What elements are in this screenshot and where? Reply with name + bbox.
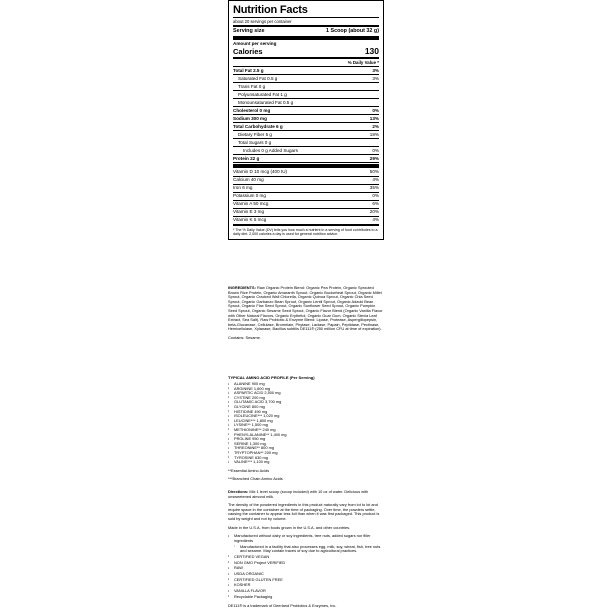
vitamin-daily-value: 4% — [372, 177, 379, 182]
nutrition-facts-panel — [228, 0, 384, 240]
claim-item: ▪ VANILLA FLAVOR — [228, 589, 384, 594]
vitamin-daily-value: 20% — [369, 209, 379, 214]
vitamin-daily-value: 4% — [372, 217, 379, 222]
servings-per-container: about 20 servings per container — [233, 18, 292, 24]
trademark-note: DE111® is a trademark of Deerland Probiotics & Enzymes, Inc. — [228, 602, 337, 608]
nutrient-name: Saturated Fat 0.5 g — [238, 75, 278, 81]
nutrient-daily-value: 18% — [369, 131, 379, 137]
nutrient-daily-value: 29% — [369, 155, 379, 161]
origin-statement: Made in the U.S.A. from foods grown in the U.S.A. and other countries. — [228, 524, 351, 530]
amino-acid-item: ▪ PROLINE 950 mg — [228, 437, 384, 442]
ingredients-text: Raw Organic Protein Blend: Organic Pea Protein, Organic Sprouted Brown Rice Protein, Organic Amaranth Sprout, Organic Buckwheat Sprout, Organic Millet Sprout, Organic Cracked Wall Chlorella, Organic Quinoa Sprout, Organic Chia Seed Sprout, Organic Garbanzo Bean Sprout, Organic Lentil Sprout, Organic Adzuki Bean Sprout, Organic Flax Seed Sprout, Organic Sunflower Seed Sprout, Organic Pumpkin Seed Sprout, Organic Sesame Seed Sprout, Organic Flavor Blend (Organic Vanilla Flavor with Other Natural Flavors, Organic Erythritol, Organic Guar Gum, Organic Stevia Leaf Extract, Sea Salt), Raw Probiotic & Enzyme Blend: Lipase, Protease, Aspergillopepsin, beta-Glucanase, Cellulase, Bromelain, Phytase, Lactase, Papain, Peptidase, Pectinase, Hemicellulase, Xylanase, Bacillus subtilis DE111® (250 million CFU at time of expiration). — [228, 285, 383, 332]
claim-item: ▪ Recyclable Packaging — [228, 595, 384, 600]
nutrient-daily-value: 2% — [372, 123, 379, 129]
contains-statement: Contains: Sesame. — [228, 334, 261, 340]
vitamin-name: Calcium 40 mg — [233, 177, 264, 182]
vitamin-row — [233, 177, 379, 183]
daily-value-header: % Daily Value * — [347, 59, 379, 65]
vitamin-name: Vitamin K 5 mcg — [233, 217, 267, 222]
claim-item: ▪ RAW — [228, 566, 384, 571]
nutrient-name: Cholesterol 0 mg — [233, 107, 271, 113]
amino-acid-item: ▪ ALANINE 900 mg — [228, 382, 384, 387]
vitamin-name: Iron 6 mg — [233, 185, 253, 190]
serving-size-label: Serving size — [233, 27, 265, 34]
amino-acid-item: ▪ ARGININE 1,600 mg — [228, 387, 384, 392]
claim-item: ▪ NON GMO Project VERIFIED — [228, 561, 384, 566]
directions-text: Mix 1 level scoop (scoop included) with 10 oz of water. Delicious with unsweetened almond milk. — [228, 489, 369, 499]
nutrient-row — [233, 92, 379, 98]
amino-acid-item: ▪ GLUTAMIC ACID 3,700 mg — [228, 400, 384, 405]
nutrient-rows — [233, 68, 379, 164]
footnote-text: * The % Daily Value (DV) tells you how much a nutrient in a serving of food contributes to a daily diet. 2,000 calories a day is used for general nutrition advice. — [233, 228, 378, 237]
ingredients-paragraph — [228, 286, 384, 332]
amino-acid-item: ▪ GLYCINE 800 mg — [228, 405, 384, 410]
amino-acid-item: ▪ PHENYLALANINE** 1,400 mg — [228, 433, 384, 438]
vitamin-name: Vitamin E 3 mg — [233, 209, 265, 214]
nutrient-name: Polyunsaturated Fat 1 g — [238, 91, 287, 97]
essential-amino-note: **Essential Amino Acids — [228, 467, 270, 473]
amino-acid-item: ▪ THREONINE** 800 mg — [228, 446, 384, 451]
divider — [233, 57, 379, 59]
amino-acid-item: ▪ METHIONINE** 240 mg — [228, 428, 384, 433]
claim-item: ▪ CERTIFIED GLUTEN FREE — [228, 578, 384, 583]
daily-value-footnote — [233, 228, 379, 237]
amino-per-serving: (Per Serving) — [289, 375, 315, 380]
vitamin-row — [233, 217, 379, 223]
serving-size-row — [233, 28, 379, 35]
vitamin-daily-value: 6% — [372, 201, 379, 206]
amino-acid-section — [228, 375, 384, 486]
amino-acid-item: ▪ HISTIDINE 490 mg — [228, 410, 384, 415]
divider — [233, 36, 379, 40]
calories-row — [233, 47, 379, 56]
ingredients-heading: INGREDIENTS: — [228, 285, 256, 290]
divider — [233, 224, 379, 226]
nutrient-name: Dietary Fiber 5 g — [238, 131, 272, 137]
nutrient-daily-value: 3% — [372, 67, 379, 73]
nutrient-row — [233, 76, 379, 82]
divider — [233, 164, 379, 168]
nutrient-daily-value: 13% — [369, 115, 379, 121]
claims-list — [228, 534, 384, 599]
vitamin-row — [233, 193, 379, 199]
vitamin-daily-value: 35% — [369, 185, 379, 190]
nutrient-row — [233, 124, 379, 130]
nutrient-name: Total Sugars 0 g — [238, 139, 272, 145]
page-title: Nutrition Facts — [233, 4, 308, 16]
density-note: The density of the powdered ingredients in this product naturally vary from lot to lot and require space in the container at the time of packaging. Over time, the powders settle, causing the container to appear less full than when it was first packaged. This product is sold by weight and not by volume. — [228, 502, 380, 521]
calories-label: Calories — [233, 46, 263, 56]
vitamin-row — [233, 169, 379, 175]
nutrient-row — [233, 84, 379, 90]
amino-acid-item: ▪ VALINE*** 1,100 mg — [228, 460, 384, 465]
vitamin-name: Vitamin D 10 mcg (400 IU) — [233, 169, 288, 174]
claim-subitems — [234, 545, 384, 554]
claim-item: ▪ USDA ORGANIC — [228, 572, 384, 577]
directions-section — [228, 490, 384, 612]
calories-value: 130 — [364, 45, 379, 56]
claim-item: ▪ KOSHER — [228, 583, 384, 588]
vitamin-rows — [233, 169, 379, 223]
vitamin-daily-value: 50% — [369, 169, 379, 174]
nutrient-name: Trans Fat 0 g — [238, 83, 266, 89]
vitamin-name: Potassium 0 mg — [233, 193, 266, 198]
nutrient-daily-value: 0% — [372, 147, 379, 153]
amino-acid-item: ▪ ISOLEUCINE*** 1,020 mg — [228, 414, 384, 419]
amino-acid-heading — [228, 375, 384, 380]
nutrient-name: Includes 0 g Added Sugars — [243, 147, 298, 153]
amino-acid-item: ▪ ASPARTIC ACID 2,500 mg — [228, 391, 384, 396]
serving-size-value: 1 Scoop (about 32 g) — [325, 27, 379, 34]
claim-item: ▪ Manufactured without dairy or soy ingredients, tree nuts, added sugars nor filler ingredients ▫ Manufactured in a facility that also processes egg, milk, soy, wheat, fish, tree nuts and sesame. May contain traces of soy due to agricultural practices. — [228, 534, 384, 554]
nutrient-row — [233, 156, 379, 162]
amino-acid-item: ▪ SERINE 1,300 mg — [228, 442, 384, 447]
nutrition-facts-box — [228, 0, 384, 240]
divider — [233, 25, 379, 27]
directions-heading: Directions: — [228, 489, 249, 494]
amino-heading-text: TYPICAL AMINO ACID PROFILE — [228, 375, 289, 380]
nutrient-name: Monounsaturated Fat 0.5 g — [238, 99, 294, 105]
amino-acid-item: ▪ LEUCINE*** 1,800 mg — [228, 419, 384, 424]
nutrient-row — [233, 116, 379, 122]
nutrient-row — [233, 100, 379, 106]
nutrient-name: Total Carbohydrate 6 g — [233, 123, 283, 129]
amount-per-serving-label: Amount per serving — [233, 40, 277, 46]
nutrient-name: Total Fat 2.5 g — [233, 67, 264, 73]
amino-acid-item: ▪ CYSTINE 200 mg — [228, 396, 384, 401]
nutrient-row — [233, 108, 379, 114]
amino-acid-item: ▪ TYROSINE 630 mg — [228, 456, 384, 461]
nutrient-daily-value: 3% — [372, 75, 379, 81]
vitamin-row — [233, 209, 379, 215]
nutrient-row — [233, 132, 379, 138]
nutrient-name: Sodium 300 mg — [233, 115, 267, 121]
directions-paragraph — [228, 490, 384, 499]
amino-acid-item: ▪ TRYPTOPHAN** 200 mg — [228, 451, 384, 456]
nutrient-daily-value: 0% — [372, 107, 379, 113]
vitamin-name: Vitamin A 50 mcg — [233, 201, 269, 206]
nutrient-row — [233, 140, 379, 146]
amino-acid-item: ▪ LYSINE** 1,500 mg — [228, 423, 384, 428]
nutrient-name: Protein 22 g — [233, 155, 260, 161]
bcaa-note: ***Branched Chain Amino Acids — [228, 476, 283, 482]
vitamin-row — [233, 201, 379, 207]
nutrient-row — [233, 148, 379, 154]
claim-subitem: ▫ Manufactured in a facility that also processes egg, milk, soy, wheat, fish, tree nuts and sesame. May contain traces of soy due to agricultural practices. — [234, 545, 384, 554]
claim-item: ▪ CERTIFIED VEGAN — [228, 555, 384, 560]
amino-acid-list — [228, 382, 384, 465]
nutrient-row — [233, 68, 379, 74]
vitamin-row — [233, 185, 379, 191]
divider — [233, 162, 379, 163]
ingredients-section — [228, 286, 384, 345]
vitamin-daily-value: 0% — [372, 193, 379, 198]
